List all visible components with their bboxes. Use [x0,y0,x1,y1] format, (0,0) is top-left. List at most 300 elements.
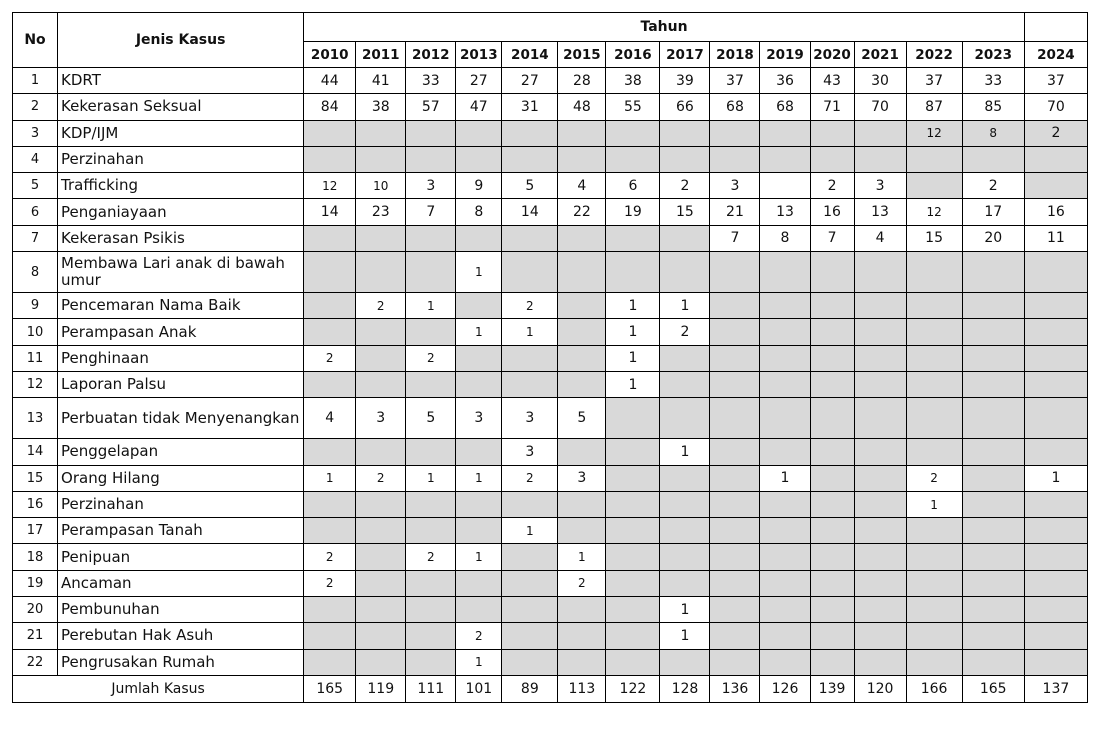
case-count-cell: 38 [356,94,406,120]
case-count-cell [1024,398,1087,439]
case-count-cell: 3 [502,398,558,439]
case-count-cell [660,398,710,439]
case-count-cell [304,649,356,675]
total-value: 122 [606,675,660,702]
case-count-cell [304,293,356,319]
case-count-cell [456,491,502,517]
case-count-cell: 21 [710,199,760,225]
case-count-cell [810,570,854,596]
case-count-cell [660,345,710,371]
case-type: Pembunuhan [58,597,304,623]
header-year: 2021 [854,42,906,68]
case-count-cell [854,544,906,570]
case-count-cell [710,345,760,371]
case-count-cell [356,252,406,293]
case-count-cell: 12 [906,120,962,146]
case-count-cell [1024,252,1087,293]
table-row [13,544,1088,570]
row-number: 17 [13,518,58,544]
case-count-cell [1024,544,1087,570]
case-count-cell [760,252,810,293]
case-count-cell [710,570,760,596]
case-count-cell [854,371,906,397]
case-count-cell [606,120,660,146]
case-count-cell: 16 [1024,199,1087,225]
case-count-cell [606,649,660,675]
case-count-cell: 1 [606,345,660,371]
case-count-cell [1024,146,1087,172]
case-count-cell [710,439,760,465]
case-type: Membawa Lari anak di bawah umur [58,252,304,293]
case-count-cell [760,544,810,570]
table-row [13,293,1088,319]
case-type: Penghinaan [58,345,304,371]
case-count-cell: 10 [356,173,406,199]
total-value: 101 [456,675,502,702]
case-count-cell [456,146,502,172]
case-count-cell [606,398,660,439]
case-count-cell [356,120,406,146]
case-count-cell [356,597,406,623]
case-count-cell [760,597,810,623]
case-count-cell: 8 [760,225,810,251]
case-count-cell [906,345,962,371]
case-count-cell [810,252,854,293]
case-count-cell [660,252,710,293]
case-type: Perzinahan [58,491,304,517]
case-count-cell [1024,345,1087,371]
total-value: 137 [1024,675,1087,702]
case-count-cell: 8 [962,120,1024,146]
case-count-cell: 1 [660,623,710,649]
case-count-cell: 7 [406,199,456,225]
case-count-cell [606,465,660,491]
case-count-cell [558,649,606,675]
header-year: 2024 [1024,42,1087,68]
case-count-cell [710,293,760,319]
case-count-cell [810,120,854,146]
case-count-cell [406,491,456,517]
case-count-cell: 5 [558,398,606,439]
case-count-cell [760,623,810,649]
total-value: 139 [810,675,854,702]
case-type: Perampasan Tanah [58,518,304,544]
case-count-cell: 31 [502,94,558,120]
case-count-cell: 13 [760,199,810,225]
case-count-cell: 12 [906,199,962,225]
case-count-cell [962,146,1024,172]
case-count-cell [760,120,810,146]
case-count-cell [502,345,558,371]
case-count-cell: 7 [810,225,854,251]
case-count-cell: 23 [356,199,406,225]
case-count-cell [854,649,906,675]
case-count-cell [962,371,1024,397]
case-count-cell [606,518,660,544]
case-count-cell [710,319,760,345]
case-count-cell: 57 [406,94,456,120]
total-value: 166 [906,675,962,702]
table-row [13,345,1088,371]
case-count-cell [906,173,962,199]
table-row [13,649,1088,675]
case-count-cell: 68 [760,94,810,120]
header-year: 2018 [710,42,760,68]
case-count-cell [760,491,810,517]
case-count-cell [502,371,558,397]
table-row [13,146,1088,172]
case-count-cell: 8 [456,199,502,225]
case-count-cell: 1 [456,649,502,675]
table-row [13,439,1088,465]
case-count-cell [810,146,854,172]
case-count-cell [760,173,810,199]
case-count-cell [606,252,660,293]
case-count-cell [760,649,810,675]
case-type: Pencemaran Nama Baik [58,293,304,319]
case-count-cell [660,649,710,675]
case-count-cell: 3 [854,173,906,199]
case-count-cell [760,345,810,371]
header-year: 2012 [406,42,456,68]
case-count-cell: 2 [356,293,406,319]
header-year: 2020 [810,42,854,68]
case-count-cell [854,293,906,319]
case-count-cell [710,649,760,675]
case-count-cell [558,293,606,319]
case-type: Laporan Palsu [58,371,304,397]
case-count-cell: 14 [304,199,356,225]
table-row [13,120,1088,146]
row-number: 1 [13,68,58,94]
case-count-cell [906,319,962,345]
case-count-cell: 5 [502,173,558,199]
case-count-cell: 1 [558,544,606,570]
case-count-cell: 9 [456,173,502,199]
table-row [13,597,1088,623]
case-count-cell: 87 [906,94,962,120]
header-year: 2010 [304,42,356,68]
case-count-cell [854,465,906,491]
case-count-cell: 2 [304,570,356,596]
case-type: Ancaman [58,570,304,596]
header-year: 2017 [660,42,710,68]
case-count-cell [456,597,502,623]
case-count-cell: 70 [1024,94,1087,120]
case-type: KDP/IJM [58,120,304,146]
row-number: 22 [13,649,58,675]
row-number: 9 [13,293,58,319]
case-count-cell [854,491,906,517]
total-value: 120 [854,675,906,702]
case-count-cell: 71 [810,94,854,120]
case-type: Penganiayaan [58,199,304,225]
case-count-cell [962,623,1024,649]
case-count-cell: 1 [606,293,660,319]
case-count-cell: 1 [502,518,558,544]
header-year: 2023 [962,42,1024,68]
case-count-cell: 15 [906,225,962,251]
case-count-cell [760,371,810,397]
row-number: 8 [13,252,58,293]
case-count-cell [406,120,456,146]
case-count-cell: 4 [558,173,606,199]
case-count-cell [558,319,606,345]
case-count-cell: 33 [406,68,456,94]
case-count-cell [906,597,962,623]
case-count-cell [810,623,854,649]
table-row [13,623,1088,649]
case-count-cell: 2 [304,544,356,570]
case-count-cell [660,225,710,251]
case-count-cell: 28 [558,68,606,94]
header-year: 2019 [760,42,810,68]
case-count-cell [906,293,962,319]
case-count-cell [810,345,854,371]
case-count-cell [760,293,810,319]
case-count-cell: 1 [906,491,962,517]
case-count-cell [660,146,710,172]
case-count-cell [356,345,406,371]
case-count-cell [760,570,810,596]
case-count-cell [962,597,1024,623]
case-count-cell [356,439,406,465]
table-row [13,319,1088,345]
case-count-cell [304,623,356,649]
case-count-cell [1024,173,1087,199]
case-count-cell [906,518,962,544]
table-row [13,173,1088,199]
case-count-cell [456,225,502,251]
case-count-cell [962,570,1024,596]
case-count-cell [606,439,660,465]
case-type: KDRT [58,68,304,94]
case-count-cell [962,252,1024,293]
row-number: 16 [13,491,58,517]
total-value: 111 [406,675,456,702]
case-count-cell [962,345,1024,371]
case-count-cell [854,623,906,649]
case-count-cell [356,371,406,397]
case-count-cell [304,252,356,293]
case-count-cell [304,371,356,397]
case-count-cell [962,319,1024,345]
case-count-cell: 2 [1024,120,1087,146]
case-count-cell [1024,293,1087,319]
case-count-cell: 2 [406,345,456,371]
case-count-cell [810,649,854,675]
case-count-cell: 1 [760,465,810,491]
case-count-cell [854,597,906,623]
case-count-cell: 1 [456,319,502,345]
case-count-cell [854,439,906,465]
case-count-cell [810,491,854,517]
case-count-cell [962,544,1024,570]
case-count-cell: 30 [854,68,906,94]
case-count-cell [502,225,558,251]
case-table [12,12,1088,703]
case-count-cell [558,252,606,293]
case-count-cell [962,439,1024,465]
case-count-cell [854,570,906,596]
case-count-cell [606,623,660,649]
case-count-cell: 3 [558,465,606,491]
case-count-cell [660,570,710,596]
case-type: Perbuatan tidak Menyenangkan [58,398,304,439]
case-count-cell [606,225,660,251]
case-count-cell [810,597,854,623]
table-row [13,252,1088,293]
row-number: 2 [13,94,58,120]
case-count-cell [760,146,810,172]
case-count-cell [906,146,962,172]
case-count-cell [906,371,962,397]
case-count-cell: 22 [558,199,606,225]
case-count-cell: 41 [356,68,406,94]
case-count-cell: 2 [660,319,710,345]
row-number: 14 [13,439,58,465]
case-count-cell [660,120,710,146]
table-row [13,68,1088,94]
case-count-cell [660,465,710,491]
case-count-cell [502,491,558,517]
case-count-cell: 55 [606,94,660,120]
case-count-cell [660,491,710,517]
case-count-cell: 1 [406,293,456,319]
case-count-cell: 13 [854,199,906,225]
case-count-cell [304,491,356,517]
case-count-cell: 44 [304,68,356,94]
case-count-cell: 1 [456,544,502,570]
case-count-cell: 39 [660,68,710,94]
case-count-cell [854,345,906,371]
case-count-cell: 47 [456,94,502,120]
case-count-cell [502,252,558,293]
case-count-cell: 70 [854,94,906,120]
row-number: 19 [13,570,58,596]
case-count-cell [558,439,606,465]
case-count-cell: 84 [304,94,356,120]
case-count-cell [810,518,854,544]
total-value: 126 [760,675,810,702]
case-count-cell [456,293,502,319]
case-count-cell [304,146,356,172]
case-count-cell [558,146,606,172]
case-count-cell [406,570,456,596]
case-count-cell [502,544,558,570]
case-count-cell [456,120,502,146]
table-row [13,491,1088,517]
case-count-cell [502,570,558,596]
case-count-cell [710,544,760,570]
case-count-cell: 2 [502,293,558,319]
row-number: 3 [13,120,58,146]
case-count-cell [660,518,710,544]
case-count-cell [660,544,710,570]
case-count-cell: 38 [606,68,660,94]
header-tahun: Tahun [304,13,1025,42]
case-count-cell [606,570,660,596]
total-value: 165 [304,675,356,702]
total-value: 128 [660,675,710,702]
table-row [13,398,1088,439]
case-count-cell [760,319,810,345]
case-count-cell [962,465,1024,491]
header-year: 2011 [356,42,406,68]
case-count-cell [962,293,1024,319]
row-number: 18 [13,544,58,570]
case-count-cell [760,398,810,439]
table-row [13,199,1088,225]
case-count-cell [304,597,356,623]
case-count-cell [710,623,760,649]
case-count-cell: 43 [810,68,854,94]
case-count-cell [1024,491,1087,517]
case-count-cell: 16 [810,199,854,225]
case-count-cell [606,597,660,623]
case-count-cell: 15 [660,199,710,225]
case-count-cell: 1 [660,293,710,319]
case-count-cell: 19 [606,199,660,225]
case-count-cell [710,120,760,146]
case-count-cell [1024,649,1087,675]
total-value: 136 [710,675,760,702]
case-count-cell: 1 [660,597,710,623]
case-count-cell [356,649,406,675]
case-count-cell [854,518,906,544]
header-year: 2013 [456,42,502,68]
case-count-cell [906,398,962,439]
case-count-cell [456,570,502,596]
case-count-cell: 2 [502,465,558,491]
case-count-cell [304,319,356,345]
case-count-cell: 2 [810,173,854,199]
case-count-cell: 48 [558,94,606,120]
case-count-cell [906,544,962,570]
case-count-cell [810,398,854,439]
case-count-cell [502,623,558,649]
case-count-cell [558,225,606,251]
header-no: No [13,13,58,68]
case-type: Penggelapan [58,439,304,465]
case-count-cell [406,439,456,465]
case-count-cell [810,293,854,319]
case-count-cell [710,491,760,517]
case-count-cell [406,649,456,675]
case-count-cell [710,597,760,623]
case-count-cell [406,371,456,397]
case-count-cell [962,491,1024,517]
row-number: 12 [13,371,58,397]
case-count-cell: 66 [660,94,710,120]
case-type: Pengrusakan Rumah [58,649,304,675]
case-count-cell [356,623,406,649]
case-count-cell [906,570,962,596]
case-count-cell [304,439,356,465]
table-row [13,465,1088,491]
case-count-cell: 7 [710,225,760,251]
case-count-cell: 37 [1024,68,1087,94]
row-number: 15 [13,465,58,491]
case-count-cell: 3 [710,173,760,199]
case-count-cell [854,252,906,293]
case-count-cell [406,597,456,623]
case-count-cell: 1 [304,465,356,491]
case-count-cell: 2 [660,173,710,199]
case-count-cell [962,398,1024,439]
case-count-cell: 37 [906,68,962,94]
case-count-cell: 6 [606,173,660,199]
